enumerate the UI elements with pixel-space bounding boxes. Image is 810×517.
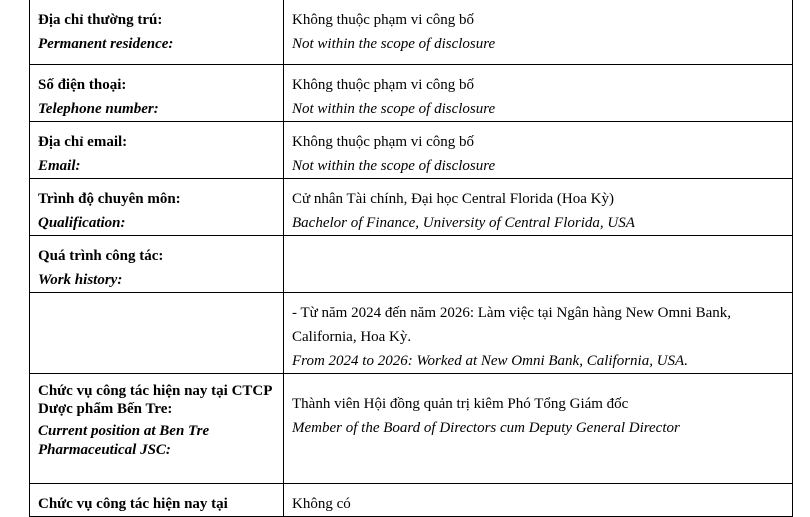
value-vi: - Từ năm 2024 đến năm 2026: Làm việc tại Ngân hàng New Omni Bank, California, Hoa Kỳ. [292,305,732,345]
label-en: Work history: [38,272,123,288]
value-en: Bachelor of Finance, University of Central Florida, USA [292,215,635,231]
label-vi: Chức vụ công tác hiện nay tại CTCP Dược phẩm Bến Tre: [38,383,272,417]
value-cell [284,236,793,293]
personal-info-table [29,0,793,517]
value-vi: Không thuộc phạm vi công bố [292,134,475,150]
value-cell [284,122,793,179]
value-cell [284,179,793,236]
value-cell [284,0,793,65]
label-cell [30,0,284,65]
value-en: Not within the scope of disclosure [292,158,496,174]
table-row [30,0,793,65]
value-cell [284,484,793,517]
value-en: Not within the scope of disclosure [292,36,496,52]
label-en: Qualification: [38,215,126,231]
table-row [30,293,793,374]
value-vi: Thành viên Hội đồng quản trị kiêm Phó Tổng Giám đốc [292,396,629,412]
label-cell [30,293,284,374]
value-en: Not within the scope of disclosure [292,101,496,117]
value-vi: Không có [292,496,351,512]
label-cell [30,236,284,293]
label-cell [30,122,284,179]
label-en: Telephone number: [38,101,159,117]
label-cell [30,65,284,122]
value-vi: Cử nhân Tài chính, Đại học Central Florida (Hoa Kỳ) [292,191,614,207]
table-row [30,236,793,293]
label-vi: Trình độ chuyên môn: [38,191,181,207]
label-cell [30,179,284,236]
table-row [30,374,793,484]
label-en: Permanent residence: [38,36,174,52]
label-vi: Số điện thoại: [38,77,127,93]
value-cell [284,65,793,122]
label-cell [30,374,284,484]
value-en: From 2024 to 2026: Worked at New Omni Bank, California, USA. [292,353,688,369]
label-vi: Địa chỉ email: [38,134,128,150]
label-cell [30,484,284,517]
table-row [30,65,793,122]
value-cell [284,374,793,484]
value-cell [284,293,793,374]
label-en: Current position at Ben Tre Pharmaceutical JSC: [38,423,210,458]
label-en: Email: [38,158,81,174]
label-vi: Chức vụ công tác hiện nay tại [38,496,228,512]
table-row [30,122,793,179]
table-row [30,484,793,517]
value-vi: Không thuộc phạm vi công bố [292,12,475,28]
value-vi: Không thuộc phạm vi công bố [292,77,475,93]
value-en: Member of the Board of Directors cum Deputy General Director [292,420,680,436]
label-vi: Quá trình công tác: [38,248,164,264]
table-row [30,179,793,236]
label-vi: Địa chỉ thường trú: [38,12,163,28]
